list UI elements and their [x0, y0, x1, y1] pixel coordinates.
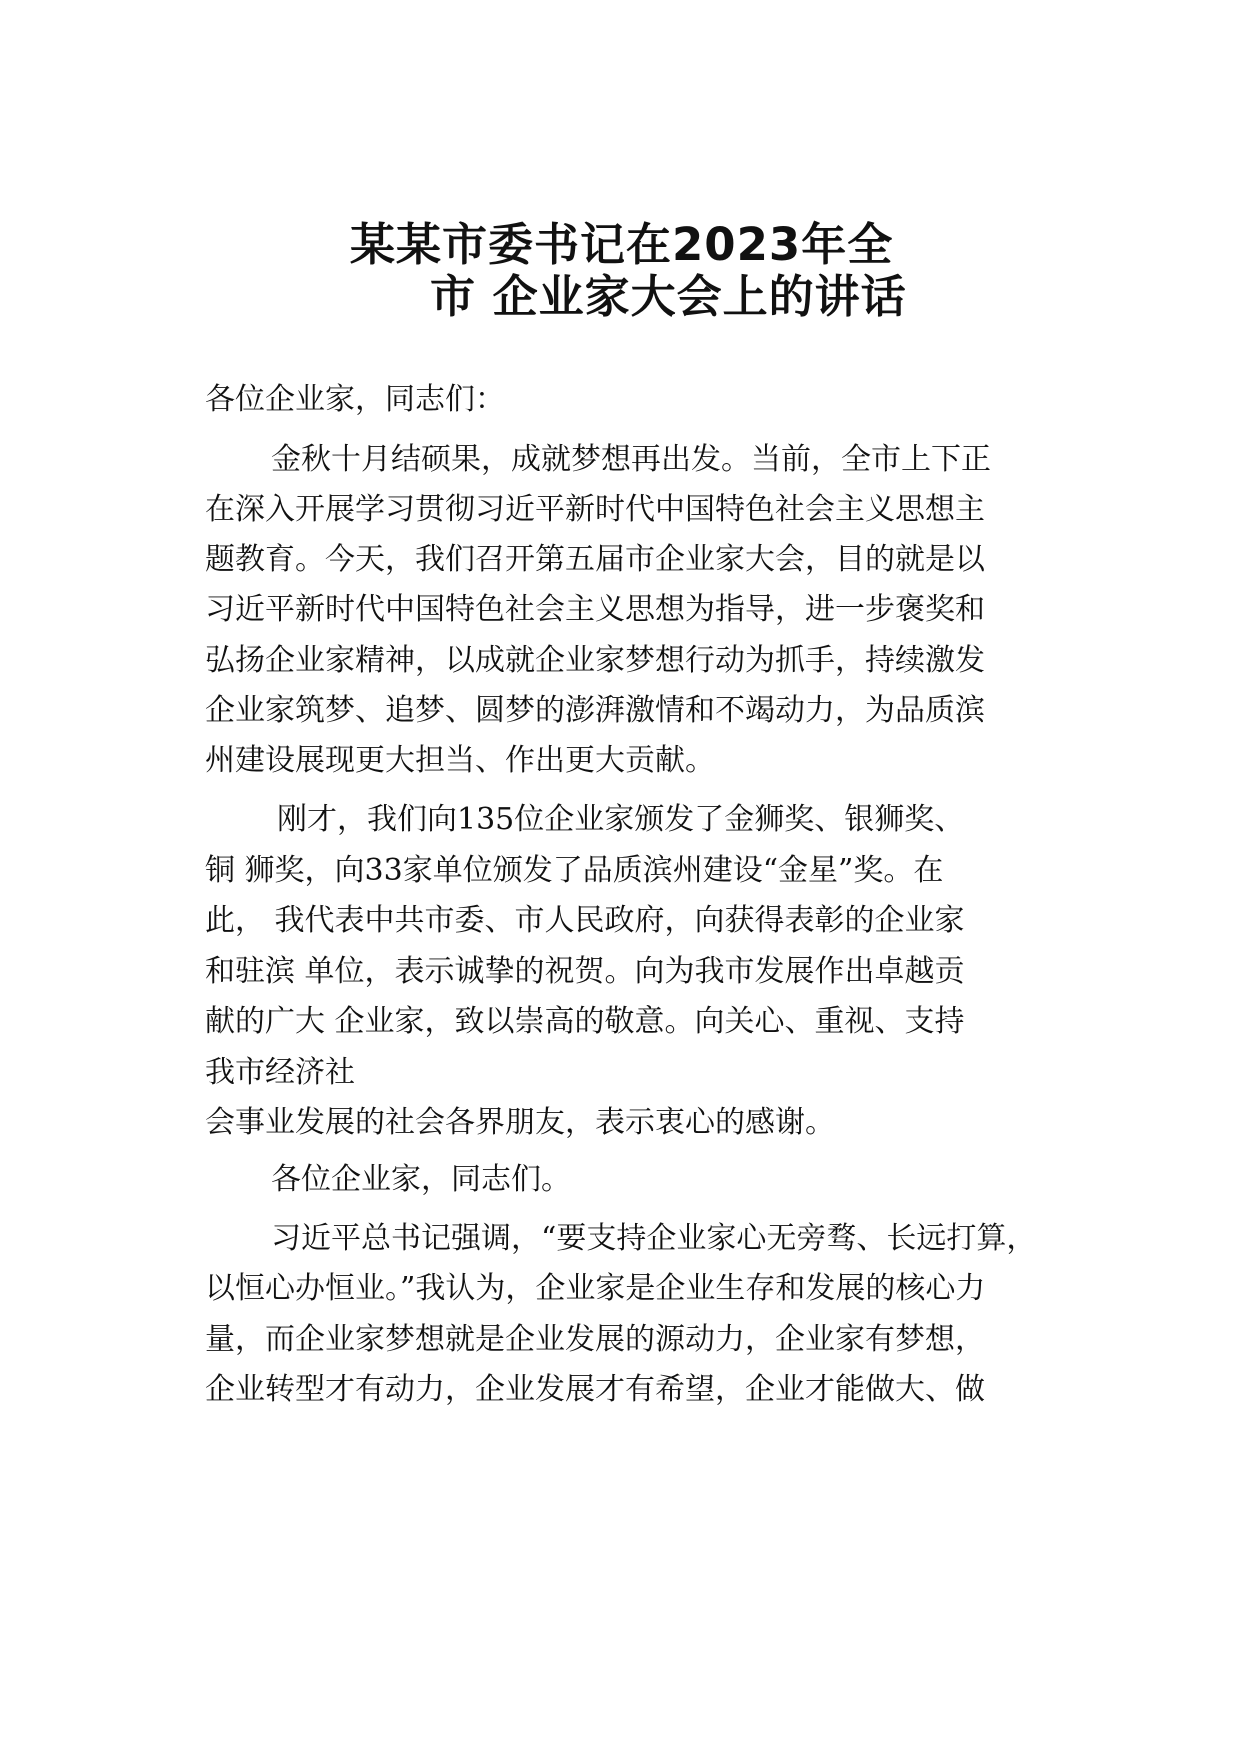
paragraph-line: 金秋十月结硕果，成就梦想再出发。当前，全市上下正 — [271, 442, 991, 477]
paragraph-line: 和驻滨 单位，表示诚挚的祝贺。向为我市发展作出卓越贡 — [205, 954, 965, 989]
paragraph-line: 企业家筑梦、追梦、圆梦的澎湃激情和不竭动力，为品质滨 — [205, 693, 985, 728]
paragraph-line: 州建设展现更大担当、作出更大贡献。 — [205, 743, 715, 778]
paragraph-line: 以恒心办恒业。”我认为，企业家是企业生存和发展的核心力 — [205, 1271, 986, 1306]
paragraph-line: 在深入开展学习贯彻习近平新时代中国特色社会主义思想主 — [205, 492, 985, 527]
paragraph-line: 刚才，我们向135位企业家颁发了金狮奖、银狮奖、 — [277, 802, 965, 837]
paragraph-line: 会事业发展的社会各界朋友，表示衷心的感谢。 — [205, 1105, 835, 1140]
paragraph-line: 企业转型才有动力，企业发展才有希望，企业才能做大、做 — [205, 1372, 985, 1407]
paragraph-line: 量，而企业家梦想就是企业发展的源动力，企业家有梦想， — [205, 1322, 985, 1357]
paragraph-line: 我市经济社 — [205, 1055, 355, 1090]
document-title-line-2: 市 企业家大会上的讲话 — [430, 270, 907, 323]
document-title-line-1: 某某市委书记在2023年全 — [350, 218, 894, 271]
paragraph-line: 铜 狮奖，向33家单位颁发了品质滨州建设“金星”奖。在 — [205, 853, 944, 888]
paragraph-line: 习近平新时代中国特色社会主义思想为指导，进一步褒奖和 — [205, 592, 985, 627]
salutation-2: 各位企业家，同志们。 — [271, 1162, 571, 1197]
salutation: 各位企业家，同志们： — [205, 382, 505, 417]
paragraph-line: 弘扬企业家精神，以成就企业家梦想行动为抓手，持续激发 — [205, 643, 985, 678]
paragraph-line: 习近平总书记强调，“要支持企业家心无旁骛、长远打算， — [271, 1221, 1037, 1256]
paragraph-line: 题教育。今天，我们召开第五届市企业家大会，目的就是以 — [205, 542, 985, 577]
paragraph-line: 此， 我代表中共市委、市人民政府，向获得表彰的企业家 — [205, 903, 965, 938]
paragraph-line: 献的广大 企业家，致以崇高的敬意。向关心、重视、支持 — [205, 1004, 965, 1039]
